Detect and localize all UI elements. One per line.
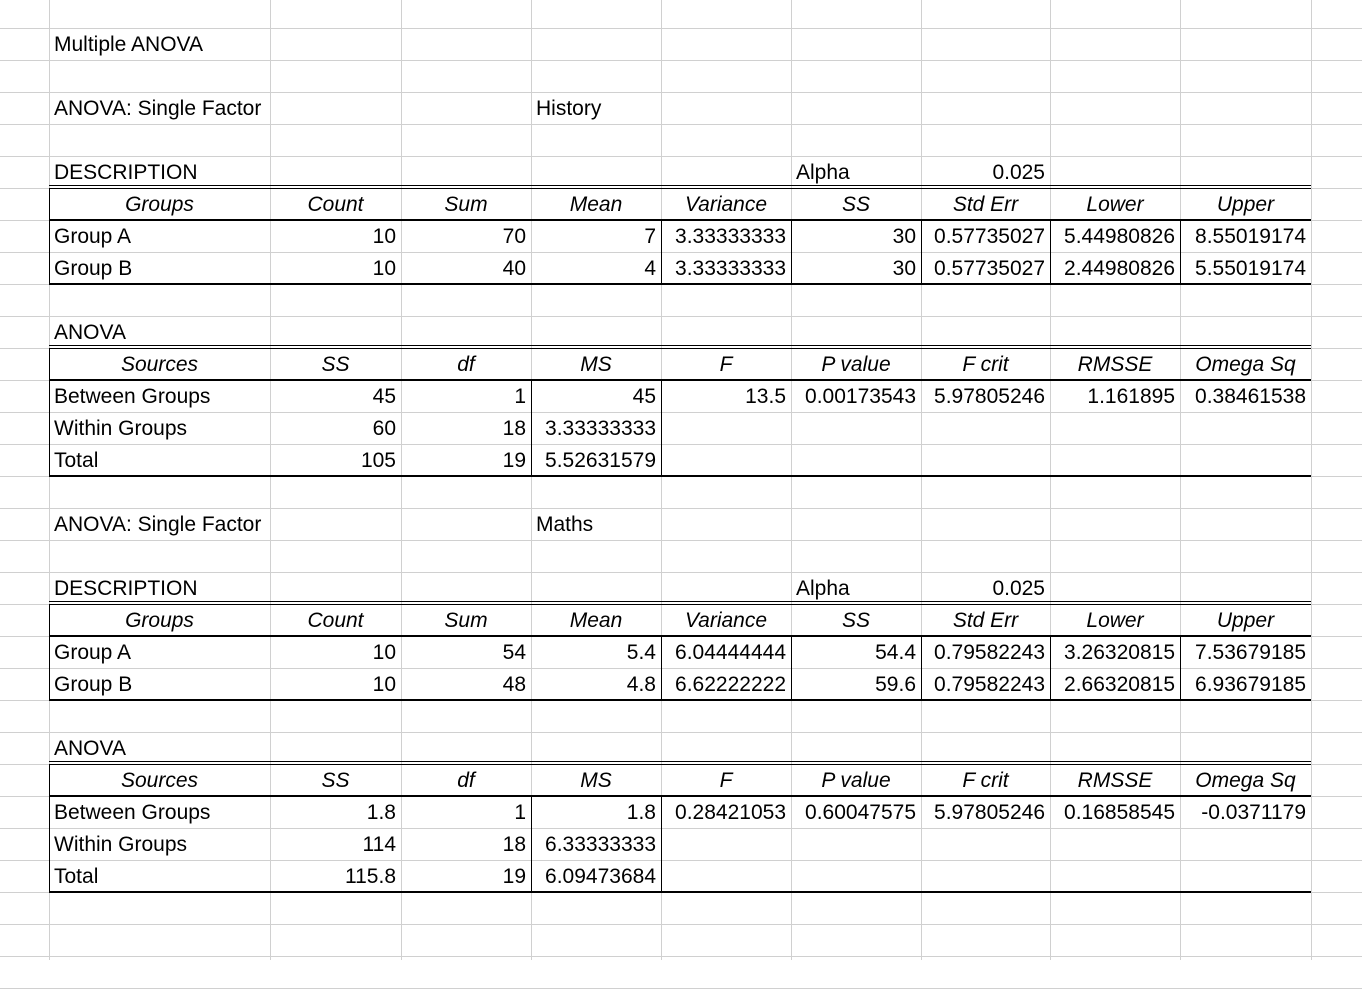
grid-row-line	[0, 124, 1362, 125]
description-sum-cell[interactable]: 54	[502, 640, 526, 664]
header-p-value[interactable]: P value	[821, 768, 891, 792]
header-rmsse[interactable]: RMSSE	[1077, 768, 1153, 792]
anova-ms-cell[interactable]: 45	[632, 384, 656, 408]
header-ss[interactable]: SS	[841, 608, 870, 632]
description-variance-cell[interactable]: 6.62222222	[675, 672, 786, 696]
grid-column-line	[1311, 0, 1312, 960]
anova-f-crit-cell[interactable]: 5.97805246	[934, 800, 1045, 824]
description-ss-cell[interactable]: 30	[892, 256, 916, 280]
anova-ss-cell[interactable]: 60	[372, 416, 396, 440]
anova-label[interactable]: ANOVA	[54, 320, 126, 344]
anova-sources-cell[interactable]: Between Groups	[54, 800, 211, 824]
grid-row-line	[0, 540, 1362, 541]
table-border	[661, 220, 662, 284]
anova-rmsse-cell[interactable]: 0.16858545	[1064, 800, 1175, 824]
description-count-cell[interactable]: 10	[372, 672, 396, 696]
anova-p-value-cell[interactable]: 0.60047575	[805, 800, 916, 824]
header-ss[interactable]: SS	[321, 352, 350, 376]
anova-ss-cell[interactable]: 114	[362, 832, 396, 856]
description-count-cell[interactable]: 10	[372, 256, 396, 280]
header-sources[interactable]: Sources	[120, 768, 199, 792]
description-std-err-cell[interactable]: 0.79582243	[934, 640, 1045, 664]
table-border	[1050, 636, 1051, 700]
header-groups[interactable]: Groups	[125, 608, 194, 632]
alpha-label[interactable]: Alpha	[796, 576, 850, 600]
anova-heading[interactable]: ANOVA: Single Factor	[54, 96, 262, 120]
header-variance[interactable]: Variance	[684, 192, 768, 216]
anova-df-cell[interactable]: 1	[514, 800, 526, 824]
description-upper-cell[interactable]: 8.55019174	[1195, 224, 1306, 248]
anova-label[interactable]: ANOVA	[54, 736, 126, 760]
header-omega-sq[interactable]: Omega Sq	[1195, 768, 1296, 792]
subject-label[interactable]: Maths	[536, 512, 594, 536]
anova-df-cell[interactable]: 18	[502, 832, 526, 856]
header-omega-sq[interactable]: Omega Sq	[1195, 352, 1296, 376]
header-sources[interactable]: Sources	[120, 352, 199, 376]
table-border	[49, 475, 1311, 477]
header-ms[interactable]: MS	[580, 768, 612, 792]
anova-df-cell[interactable]: 18	[502, 416, 526, 440]
description-variance-cell[interactable]: 3.33333333	[675, 224, 786, 248]
anova-f-crit-cell[interactable]: 5.97805246	[934, 384, 1045, 408]
header-rmsse[interactable]: RMSSE	[1077, 352, 1153, 376]
alpha-value[interactable]: 0.025	[992, 160, 1045, 184]
description-variance-cell[interactable]: 3.33333333	[675, 256, 786, 280]
description-lower-cell[interactable]: 5.44980826	[1064, 224, 1175, 248]
anova-df-cell[interactable]: 19	[502, 864, 526, 888]
header-df[interactable]: df	[457, 768, 475, 792]
table-border	[791, 636, 792, 700]
alpha-label[interactable]: Alpha	[796, 160, 850, 184]
description-lower-cell[interactable]: 3.26320815	[1064, 640, 1175, 664]
table-border	[661, 796, 662, 892]
description-sum-cell[interactable]: 48	[502, 672, 526, 696]
description-lower-cell[interactable]: 2.44980826	[1064, 256, 1175, 280]
sheet-title[interactable]: Multiple ANOVA	[54, 32, 203, 56]
description-groups-cell[interactable]: Group A	[54, 640, 132, 664]
description-label[interactable]: DESCRIPTION	[54, 160, 198, 184]
description-groups-cell[interactable]: Group B	[54, 256, 133, 280]
description-std-err-cell[interactable]: 0.57735027	[934, 256, 1045, 280]
anova-ss-cell[interactable]: 45	[372, 384, 396, 408]
table-border	[791, 220, 792, 284]
header-df[interactable]: df	[457, 352, 475, 376]
header-upper[interactable]: Upper	[1216, 608, 1275, 632]
header-sum[interactable]: Sum	[444, 192, 488, 216]
anova-ms-cell[interactable]: 1.8	[626, 800, 656, 824]
header-f[interactable]: F	[719, 768, 733, 792]
table-border	[49, 699, 1311, 701]
description-mean-cell[interactable]: 5.4	[626, 640, 656, 664]
anova-df-cell[interactable]: 19	[502, 448, 526, 472]
table-border	[921, 636, 922, 700]
description-ss-cell[interactable]: 54.4	[875, 640, 916, 664]
anova-rmsse-cell[interactable]: 1.161895	[1087, 384, 1175, 408]
table-border	[49, 345, 1311, 346]
table-border	[49, 188, 50, 284]
table-border	[49, 283, 1311, 285]
header-ss[interactable]: SS	[321, 768, 350, 792]
description-upper-cell[interactable]: 7.53679185	[1195, 640, 1306, 664]
anova-ms-cell[interactable]: 3.33333333	[545, 416, 656, 440]
anova-df-cell[interactable]: 1	[514, 384, 526, 408]
anova-omega-sq-cell[interactable]: -0.0371179	[1201, 800, 1306, 824]
table-border	[1050, 220, 1051, 284]
header-upper[interactable]: Upper	[1216, 192, 1275, 216]
header-f-crit[interactable]: F crit	[962, 768, 1009, 792]
description-std-err-cell[interactable]: 0.57735027	[934, 224, 1045, 248]
description-ss-cell[interactable]: 59.6	[875, 672, 916, 696]
description-lower-cell[interactable]: 2.66320815	[1064, 672, 1175, 696]
anova-sources-cell[interactable]: Total	[54, 864, 99, 888]
table-border	[531, 796, 532, 892]
anova-sources-cell[interactable]: Within Groups	[54, 832, 188, 856]
table-border	[661, 380, 662, 476]
grid-row-line	[0, 60, 1362, 61]
header-lower[interactable]: Lower	[1086, 192, 1144, 216]
description-count-cell[interactable]: 10	[372, 640, 396, 664]
table-border	[1180, 636, 1181, 700]
header-mean[interactable]: Mean	[569, 192, 623, 216]
description-ss-cell[interactable]: 30	[892, 224, 916, 248]
header-p-value[interactable]: P value	[821, 352, 891, 376]
grid-row-line	[0, 956, 1362, 957]
table-border	[921, 220, 922, 284]
description-label[interactable]: DESCRIPTION	[54, 576, 198, 600]
header-ms[interactable]: MS	[580, 352, 612, 376]
description-mean-cell[interactable]: 7	[644, 224, 656, 248]
header-f-crit[interactable]: F crit	[962, 352, 1009, 376]
table-border	[49, 604, 50, 700]
header-ss[interactable]: SS	[841, 192, 870, 216]
table-border	[49, 348, 50, 476]
description-groups-cell[interactable]: Group B	[54, 672, 133, 696]
description-std-err-cell[interactable]: 0.79582243	[934, 672, 1045, 696]
table-border	[49, 891, 1311, 893]
anova-ms-cell[interactable]: 6.09473684	[545, 864, 656, 888]
header-lower[interactable]: Lower	[1086, 608, 1144, 632]
header-count[interactable]: Count	[307, 192, 364, 216]
header-std-err[interactable]: Std Err	[952, 608, 1019, 632]
description-upper-cell[interactable]: 5.55019174	[1195, 256, 1306, 280]
anova-sources-cell[interactable]: Total	[54, 448, 99, 472]
anova-omega-sq-cell[interactable]: 0.38461538	[1195, 384, 1306, 408]
subject-label[interactable]: History	[536, 96, 602, 120]
anova-sources-cell[interactable]: Within Groups	[54, 416, 188, 440]
description-count-cell[interactable]: 10	[372, 224, 396, 248]
header-groups[interactable]: Groups	[125, 192, 194, 216]
header-count[interactable]: Count	[307, 608, 364, 632]
table-border	[49, 601, 1311, 602]
table-border	[1180, 220, 1181, 284]
description-groups-cell[interactable]: Group A	[54, 224, 132, 248]
description-mean-cell[interactable]: 4.8	[626, 672, 656, 696]
description-mean-cell[interactable]: 4	[644, 256, 656, 280]
table-border	[49, 185, 1311, 186]
description-sum-cell[interactable]: 40	[502, 256, 526, 280]
anova-ms-cell[interactable]: 6.33333333	[545, 832, 656, 856]
header-std-err[interactable]: Std Err	[952, 192, 1019, 216]
anova-ms-cell[interactable]: 5.52631579	[545, 448, 656, 472]
anova-sources-cell[interactable]: Between Groups	[54, 384, 211, 408]
header-f[interactable]: F	[719, 352, 733, 376]
description-upper-cell[interactable]: 6.93679185	[1195, 672, 1306, 696]
anova-f-cell[interactable]: 13.5	[745, 384, 786, 408]
table-border	[531, 380, 532, 476]
anova-ss-cell[interactable]: 105	[360, 448, 396, 472]
header-variance[interactable]: Variance	[684, 608, 768, 632]
table-border	[49, 761, 1311, 762]
anova-heading[interactable]: ANOVA: Single Factor	[54, 512, 262, 536]
anova-ss-cell[interactable]: 1.8	[366, 800, 396, 824]
anova-f-cell[interactable]: 0.28421053	[675, 800, 786, 824]
grid-row-line	[0, 924, 1362, 925]
table-border	[49, 764, 50, 892]
description-variance-cell[interactable]: 6.04444444	[675, 640, 786, 664]
header-mean[interactable]: Mean	[569, 608, 623, 632]
description-sum-cell[interactable]: 70	[502, 224, 526, 248]
header-sum[interactable]: Sum	[444, 608, 488, 632]
anova-p-value-cell[interactable]: 0.00173543	[805, 384, 916, 408]
alpha-value[interactable]: 0.025	[992, 576, 1045, 600]
anova-ss-cell[interactable]: 115.8	[345, 864, 396, 888]
table-border	[661, 636, 662, 700]
